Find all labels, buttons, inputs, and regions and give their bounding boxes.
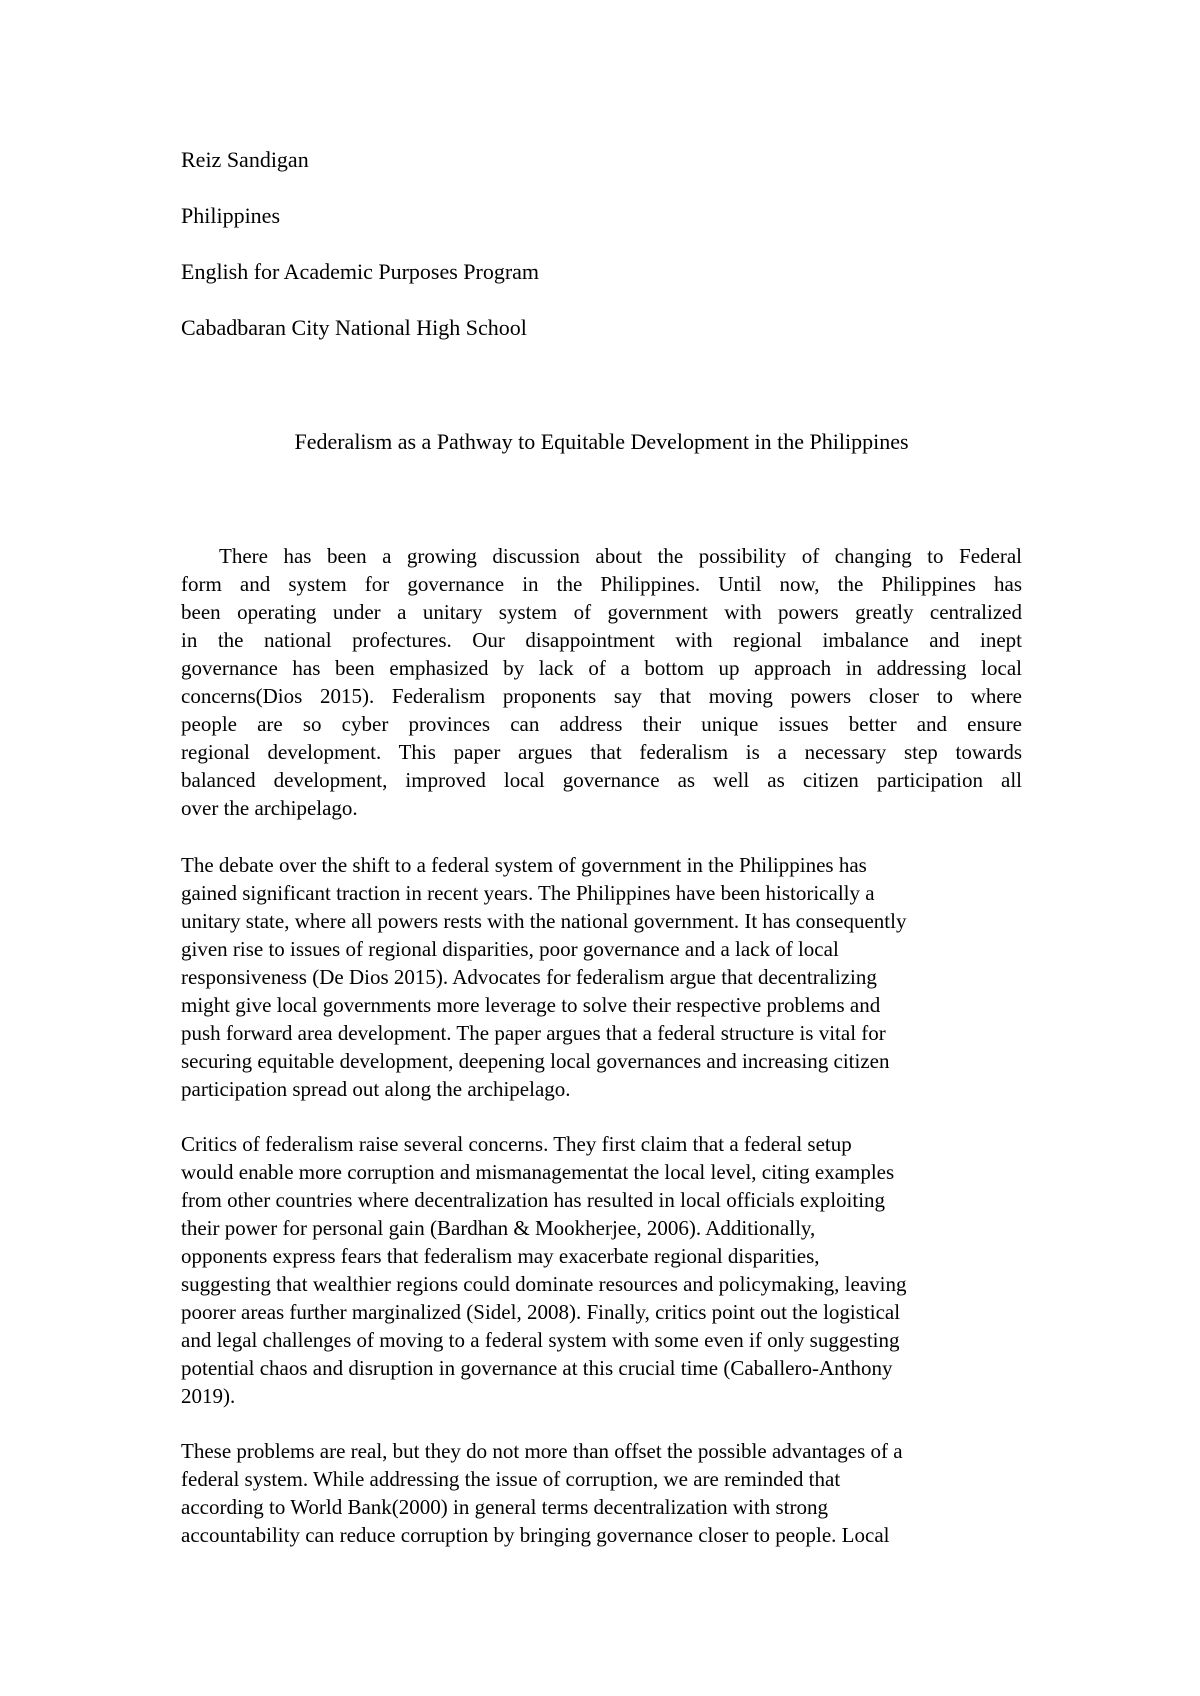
paragraph-line: Critics of federalism raise several concerns. They first claim that a federal setup [181,1132,852,1156]
paragraph-line: gained significant traction in recent years. The Philippines have been historically a [181,881,875,905]
paragraph-line: governance has been emphasized by lack of a bottom up approach in addressing local [181,656,1022,680]
paragraph-line: opponents express fears that federalism may exacerbate regional disparities, [181,1244,820,1268]
paragraph-line: over the archipelago. [181,796,358,820]
school-name: Cabadbaran City National High School [181,315,527,340]
paragraph-line: balanced development, improved local governance as well as citizen participation all [181,768,1022,792]
paragraph-line: regional development. This paper argues that federalism is a necessary step towards [181,740,1022,764]
paragraph-line: potential chaos and disruption in governance at this crucial time (Caballero-Anthony [181,1356,893,1380]
paragraph-line: in the national profectures. Our disappointment with regional imbalance and inept [181,628,1022,652]
author-country: Philippines [181,203,281,228]
paragraph-line: might give local governments more leverage to solve their respective problems and [181,993,881,1017]
paragraph-2 [181,851,1022,1103]
paragraph-line: responsiveness (De Dios 2015). Advocates for federalism argue that decentralizing [181,965,877,989]
paragraph-line: suggesting that wealthier regions could dominate resources and policymaking, leaving [181,1272,907,1296]
paragraph-line: people are so cyber provinces can address their unique issues better and ensure [181,712,1022,736]
paragraph-line: participation spread out along the archipelago. [181,1077,571,1101]
author-name: Reiz Sandigan [181,147,309,172]
paragraph-line: These problems are real, but they do not more than offset the possible advantages of a [181,1439,903,1463]
paragraph-line: accountability can reduce corruption by bringing governance closer to people. Local [181,1523,890,1547]
paragraph-line: push forward area development. The paper argues that a federal structure is vital for [181,1021,886,1045]
paragraph-line: There has been a growing discussion about the possibility of changing to Federal [219,544,1022,568]
paragraph-line: and legal challenges of moving to a federal system with some even if only suggesting [181,1328,900,1352]
program-name: English for Academic Purposes Program [181,259,540,284]
paragraph-line: concerns(Dios 2015). Federalism proponents say that moving powers closer to where [181,684,1022,708]
paragraph-line: their power for personal gain (Bardhan & Mookherjee, 2006). Additionally, [181,1216,816,1240]
paragraph-line: would enable more corruption and mismanagementat the local level, citing examples [181,1160,895,1184]
paragraph-line: The debate over the shift to a federal system of government in the Philippines has [181,853,867,877]
paragraph-3 [181,1130,1022,1410]
paragraph-1 [181,542,1022,822]
paragraph-4 [181,1437,1022,1549]
paragraph-line: form and system for governance in the Philippines. Until now, the Philippines has [181,572,1022,596]
paragraph-line: according to World Bank(2000) in general terms decentralization with strong [181,1495,828,1519]
paragraph-line: poorer areas further marginalized (Sidel, 2008). Finally, critics point out the logistical [181,1300,901,1324]
essay-title: Federalism as a Pathway to Equitable Development in the Philippines [294,429,909,454]
paragraph-line: securing equitable development, deepening local governances and increasing citizen [181,1049,890,1073]
paragraph-line: 2019). [181,1384,236,1408]
paragraph-line: been operating under a unitary system of government with powers greatly centralized [181,600,1022,624]
paragraph-line: given rise to issues of regional disparities, poor governance and a lack of local [181,937,839,961]
paragraph-line: from other countries where decentralization has resulted in local officials exploiting [181,1188,886,1212]
paragraph-line: federal system. While addressing the issue of corruption, we are reminded that [181,1467,841,1491]
paragraph-line: unitary state, where all powers rests with the national government. It has consequently [181,909,907,933]
